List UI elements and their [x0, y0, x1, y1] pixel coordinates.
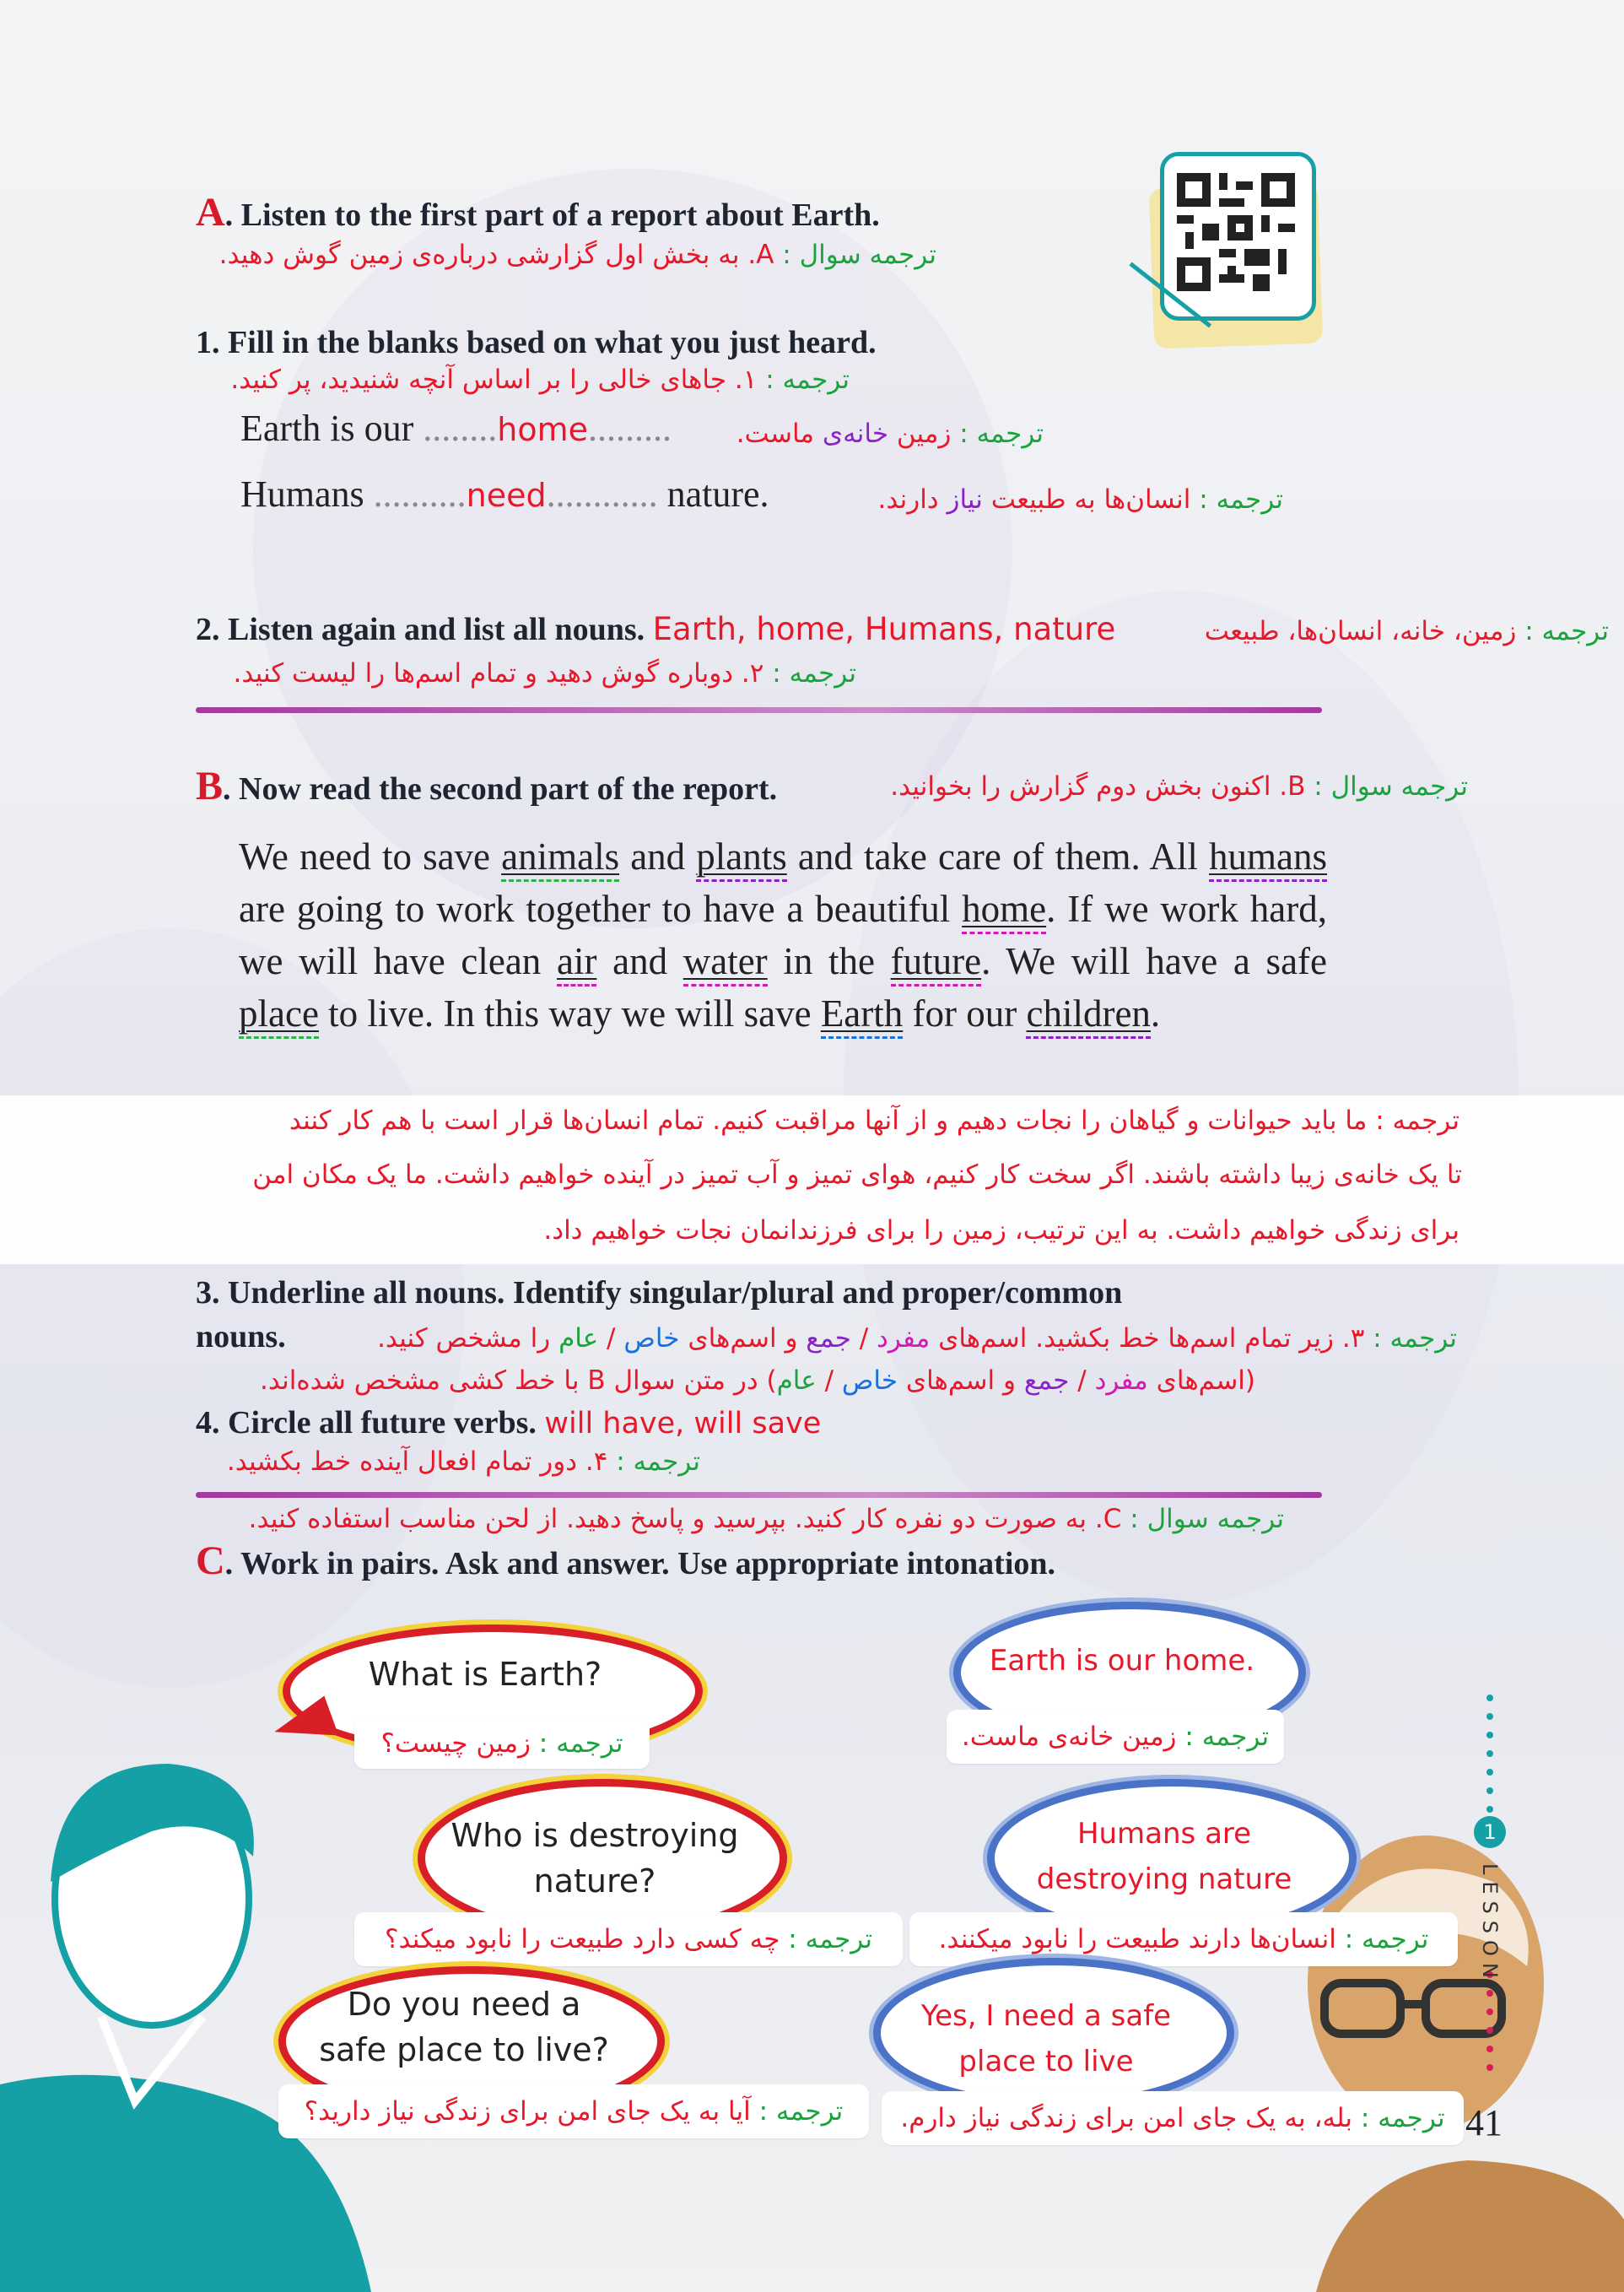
blank-line-1-translation: [736, 419, 1044, 449]
question-3-translation: ترجمه : ۳. زیر تمام اسم‌ها خط بکشید. اسم‌های مفرد / جمع و اسم‌های خاص / عام را مشخص کنید.: [377, 1323, 1457, 1354]
passage-translation-line-2: تا یک خانه‌ی زیبا داشته باشند. اگر سخت کار کنیم، هوای تمیز و آب تمیز در آینده خواهیم داشت. ما یک مکان امن: [252, 1160, 1462, 1190]
question-4-title: 4. Circle all future verbs.: [196, 1405, 537, 1441]
lesson-number-badge: 1: [1474, 1816, 1506, 1848]
bubble-line: Yes, I need a safe: [920, 1999, 1172, 2033]
translation-label: ترجمه سوال :: [1130, 1504, 1284, 1534]
noun-humans: humans: [1209, 835, 1327, 882]
singular-label: مفرد: [1094, 1365, 1148, 1396]
sentence-text: Earth is our: [240, 408, 424, 449]
section-divider: [196, 1492, 1322, 1498]
noun-plants: plants: [696, 835, 787, 882]
section-letter: B: [196, 764, 224, 808]
section-divider: [196, 707, 1322, 713]
sidebar-dot: [1486, 1990, 1493, 1997]
qr-code-icon[interactable]: [1135, 152, 1325, 350]
passage-text: . If we work hard, we will have clean: [239, 888, 1328, 982]
passage-text: and take care of them. All: [786, 835, 1210, 878]
bubble-line: destroying nature: [1036, 1862, 1292, 1896]
bubble-text: Earth is our home.: [989, 1644, 1255, 1678]
section-b-title: . Now read the second part of the report.: [223, 771, 778, 807]
translation-label: ترجمه :: [765, 365, 850, 395]
translation-text: زمین چیست؟: [380, 1728, 531, 1759]
translation-text: زمین، خانه، انسان‌ها، طبیعت: [1204, 616, 1517, 646]
sidebar-dot: [1486, 1769, 1493, 1776]
section-letter: C: [196, 1538, 225, 1583]
noun-home: home: [962, 888, 1046, 934]
passage-text: in the: [767, 940, 891, 982]
sidebar-dot: [1486, 1732, 1493, 1738]
plural-label: جمع: [1023, 1365, 1070, 1396]
translation-label: ترجمه :: [1184, 1722, 1270, 1752]
page-number: 41: [1465, 2102, 1503, 2143]
passage-translation-line-1: ترجمه : ما باید حیوانات و گیاهان را نجات دهیم و از آنها مراقبت کنیم. تمام انسان‌ها قرار است با هم کار کنند: [289, 1105, 1459, 1136]
translation-text: انسان‌ها به طبیعت: [990, 484, 1191, 515]
translation-label: ترجمه :: [1360, 2103, 1445, 2133]
sentence-text: Humans: [240, 473, 374, 515]
passage-text: We need to save: [239, 835, 502, 878]
translation-text: ۲. دوباره گوش دهید و تمام اسم‌ها را لیست کنید.: [233, 658, 764, 689]
passage-text: for our: [903, 992, 1027, 1035]
blank-answer: home: [497, 411, 589, 448]
translation-text: آیا به یک جای امن برای زندگی نیاز دارید؟: [304, 2096, 751, 2127]
bubble-text: [422, 1813, 768, 1904]
bubble-text: [877, 1993, 1215, 2084]
translation-text: A. به بخش اول گزارشی درباره‌ی زمین گوش دهید.: [219, 240, 774, 270]
passage-translation-line-3: برای زندگی خواهیم داشت. به این ترتیب، زمین را برای فرزندانمان نجات خواهیم داد.: [543, 1215, 1459, 1246]
bubble-translation: [354, 1912, 903, 1966]
translation-text: زمین: [896, 419, 952, 449]
section-c-heading: [196, 1538, 1055, 1584]
section-c-title: . Work in pairs. Ask and answer. Use appropriate intonation.: [224, 1546, 1056, 1581]
future-verbs-answer: will have, will save: [544, 1407, 822, 1441]
common-label: عام: [776, 1365, 817, 1396]
bubble-line: Humans are: [1076, 1817, 1252, 1851]
translation-label: ترجمه :: [758, 2096, 844, 2127]
sidebar-dot: [1486, 1713, 1493, 1720]
translation-text: و اسم‌های: [688, 1323, 798, 1354]
sidebar-dot: [1486, 2027, 1493, 2034]
sidebar-dot: [1486, 1787, 1493, 1794]
noun-air: air: [557, 940, 596, 987]
bubble-text: [287, 1981, 641, 2073]
question-1-heading: 1. Fill in the blanks based on what you just heard.: [196, 325, 877, 360]
blank-answer: need: [466, 477, 547, 514]
question-3-heading-line-2: nouns.: [196, 1319, 286, 1354]
translation-text: ماست.: [736, 419, 815, 449]
question-3-heading-line-1: 3. Underline all nouns. Identify singular/plural and proper/common: [196, 1275, 1123, 1311]
blank-line-2-translation: [877, 484, 1283, 515]
blank-line-2: [240, 473, 769, 516]
bubble-line: nature?: [533, 1862, 656, 1900]
passage-text: to live. In this way we will save: [318, 992, 821, 1035]
sidebar-dot: [1486, 1750, 1493, 1757]
translation-highlight: خانه‌ی: [822, 419, 888, 449]
bubble-translation: [909, 1912, 1458, 1966]
passage-text: . We will have a safe: [981, 940, 1328, 982]
question-1-translation: [230, 365, 850, 395]
proper-label: خاص: [623, 1323, 680, 1354]
section-a-title: . Listen to the first part of a report about Earth.: [224, 197, 880, 233]
question-4-heading: [196, 1404, 821, 1441]
question-2-title: 2. Listen again and list all nouns.: [196, 612, 645, 647]
translation-label: ترجمه :: [616, 1446, 700, 1477]
section-c-translation: [249, 1504, 1284, 1534]
translation-text: زمین خانه‌ی ماست.: [961, 1722, 1177, 1752]
sidebar-dot: [1486, 2046, 1493, 2052]
question-4-translation: [227, 1446, 700, 1477]
translation-text: ۳. زیر تمام اسم‌ها خط بکشید. اسم‌های: [938, 1323, 1365, 1354]
nouns-answer: Earth, home, Humans, nature: [652, 611, 1116, 647]
translation-label: ترجمه :: [538, 1728, 623, 1759]
lesson-label: LESSON: [1478, 1863, 1502, 1985]
blank-dots: ..........: [373, 473, 467, 515]
note-text: و اسم‌های: [905, 1365, 1016, 1396]
blank-dots: ........: [423, 408, 498, 449]
sidebar-dot: [1486, 2064, 1493, 2071]
translation-text: دارند.: [877, 484, 939, 515]
section-b-heading: [196, 763, 777, 809]
noun-animals: animals: [501, 835, 619, 882]
translation-label: ترجمه سوال :: [782, 240, 936, 270]
bubble-translation: [882, 2091, 1464, 2145]
translation-text: را مشخص کنید.: [377, 1323, 551, 1354]
section-b-translation: [890, 771, 1468, 802]
passage-text: .: [1150, 992, 1161, 1035]
translation-text: ۱. جاهای خالی را بر اساس آنچه شنیدید، پر کنید.: [230, 365, 758, 395]
section-letter: A: [196, 190, 225, 235]
translation-label: ترجمه :: [788, 1924, 872, 1954]
noun-future: future: [891, 940, 981, 987]
section-a-translation: [219, 240, 936, 270]
translation-label: ترجمه سوال :: [1314, 771, 1468, 802]
question-3-note: (اسم‌های مفرد / جمع و اسم‌های خاص / عام) در متن سوال B با خط کشی مشخص شده‌اند.: [260, 1365, 1255, 1396]
sidebar-dot: [1486, 1806, 1493, 1813]
note-text: ) در متن سوال B با خط کشی مشخص شده‌اند.: [260, 1365, 777, 1396]
passage-text: and: [596, 940, 683, 982]
translation-text: انسان‌ها دارند طبیعت را نابود میکنند.: [938, 1924, 1336, 1954]
bubble-text: What is Earth?: [368, 1656, 602, 1693]
blank-dots: ............: [546, 473, 658, 515]
note-text: (اسم‌های: [1156, 1365, 1255, 1396]
noun-children: children: [1026, 992, 1150, 1039]
passage-text: and: [619, 835, 697, 878]
translation-label: ترجمه :: [1199, 484, 1283, 515]
singular-label: مفرد: [877, 1323, 931, 1354]
passage-text: are going to work together to have a beautiful: [239, 888, 963, 930]
translation-text: چه کسی دارد طبیعت را نابود میکند؟: [385, 1924, 780, 1954]
bubble-translation: [354, 1718, 650, 1769]
bubble-line: place to live: [958, 2045, 1134, 2078]
blank-line-1: [240, 407, 672, 450]
bubble-line: Do you need a: [347, 1986, 581, 2023]
noun-water: water: [683, 940, 768, 987]
common-label: عام: [558, 1323, 599, 1354]
question-2-heading: [196, 611, 1115, 648]
section-a-heading: [196, 189, 880, 235]
noun-place: place: [239, 992, 319, 1039]
nouns-answer-translation: [1205, 616, 1609, 646]
translation-label: ترجمه :: [772, 658, 856, 689]
sidebar-dot: [1486, 1695, 1493, 1701]
noun-earth: Earth: [821, 992, 903, 1039]
watermark-shape: [253, 169, 1012, 928]
bubble-line: safe place to live?: [319, 2031, 609, 2068]
question-2-translation: [233, 658, 856, 689]
translation-label: ترجمه :: [1524, 616, 1609, 646]
translation-text: بله، به یک جای امن برای زندگی نیاز دارم.: [900, 2103, 1352, 2133]
sentence-text: nature.: [657, 473, 769, 515]
bubble-translation: [947, 1710, 1284, 1764]
translation-label: ترجمه :: [1373, 1323, 1457, 1354]
translation-label: ترجمه :: [1344, 1924, 1429, 1954]
translation-highlight: نیاز: [947, 484, 983, 515]
blank-dots: .........: [588, 408, 672, 449]
sidebar-dot: [1486, 2008, 1493, 2015]
bubble-line: Who is destroying: [451, 1817, 739, 1854]
translation-text: C. به صورت دو نفره کار کنید. بپرسید و پاسخ دهید. از لحن مناسب استفاده کنید.: [248, 1504, 1122, 1534]
proper-label: خاص: [841, 1365, 898, 1396]
translation-label: ترجمه :: [959, 419, 1044, 449]
translation-text: ۴. دور تمام افعال آینده خط بکشید.: [226, 1446, 608, 1477]
bubble-text: [995, 1811, 1333, 1902]
reading-passage: [239, 830, 1327, 1040]
translation-text: B. اکنون بخش دوم گزارش را بخوانید.: [890, 771, 1306, 802]
bubble-translation: [278, 2084, 869, 2138]
plural-label: جمع: [806, 1323, 851, 1354]
